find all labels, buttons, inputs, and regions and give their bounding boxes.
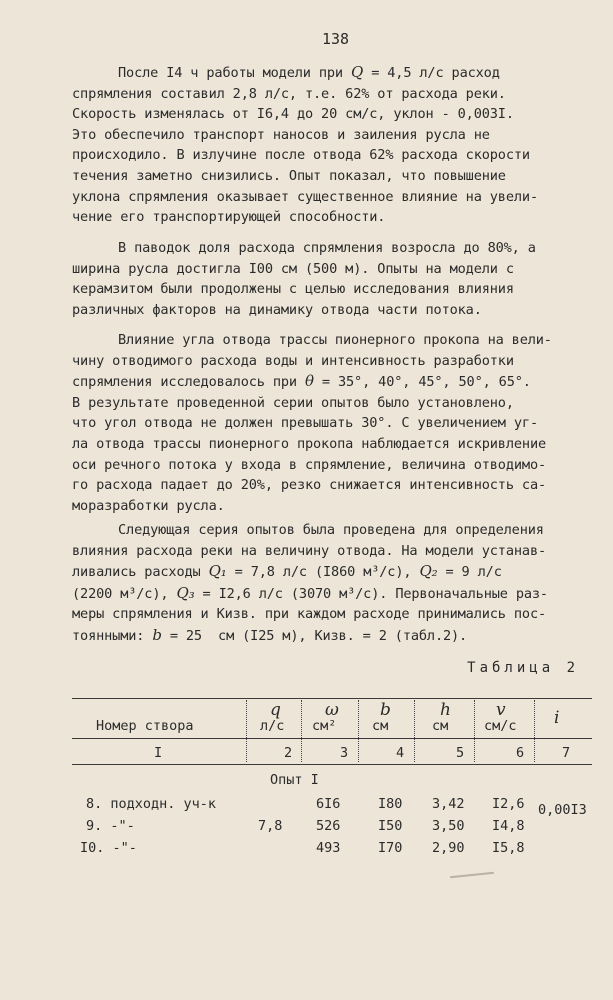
paragraph-1 bbox=[72, 62, 592, 228]
text-line bbox=[72, 413, 592, 434]
table-cell-omega: 526 bbox=[316, 818, 341, 834]
text-segment: влияния расхода реки на величину отвода. На модели устанав- bbox=[72, 542, 547, 559]
handwritten-symbol: θ bbox=[305, 372, 314, 391]
table-cell-v: I5,8 bbox=[492, 840, 525, 856]
handwritten-symbol: Q₁ bbox=[208, 562, 227, 581]
col-i-symbol: i bbox=[554, 708, 560, 728]
table-cell-omega: 493 bbox=[316, 840, 341, 856]
text-segment: оси речного потока у входа в спрямление, величина отводимо- bbox=[72, 456, 547, 473]
text-line bbox=[72, 279, 592, 300]
text-line bbox=[72, 104, 592, 125]
text-line bbox=[72, 371, 592, 393]
text-segment: Влияние угла отвода трассы пионерного прокопа на вели- bbox=[118, 332, 552, 348]
text-segment: = 25 см (I25 м), Kизв. = 2 (табл.2). bbox=[161, 627, 468, 644]
text-segment: (2200 м³/с), bbox=[72, 585, 177, 602]
col-q-symbol: q bbox=[270, 700, 281, 720]
text-line bbox=[72, 520, 592, 541]
table-cell-h: 3,42 bbox=[432, 796, 465, 812]
table-cell-omega: 6I6 bbox=[316, 796, 341, 812]
col-b-unit: см bbox=[372, 718, 389, 734]
table-cell-b: I50 bbox=[378, 818, 403, 834]
text-segment: различных факторов на динамику отвода части потока. bbox=[72, 301, 482, 318]
table-row-label: I0. -"- bbox=[80, 840, 137, 856]
handwritten-symbol: b bbox=[152, 625, 162, 644]
col-h-unit: см bbox=[432, 718, 449, 734]
text-segment: = 35°, 40°, 45°, 50°, 65°. bbox=[313, 374, 531, 391]
table-caption: Таблица 2 bbox=[467, 660, 579, 676]
text-segment: что угол отвода не должен превышать 30°. С увеличением уг- bbox=[72, 415, 538, 432]
text-line bbox=[72, 351, 592, 372]
text-line bbox=[72, 561, 592, 583]
text-segment: меры спрямления и Kизв. при каждом расходе принимались пос- bbox=[72, 606, 547, 623]
text-line bbox=[72, 238, 592, 259]
text-line bbox=[72, 207, 592, 228]
col-separator bbox=[474, 700, 475, 762]
text-line bbox=[72, 300, 592, 321]
col-separator bbox=[246, 700, 247, 762]
col-separator bbox=[358, 700, 359, 762]
text-line bbox=[72, 541, 592, 562]
table-cell-h: 3,50 bbox=[432, 818, 465, 834]
table-numbers-rule bbox=[72, 764, 592, 765]
table-row-label: 8. подходн. уч-к bbox=[86, 796, 217, 812]
col-number: 4 bbox=[396, 745, 405, 761]
text-segment: ливались расходы bbox=[72, 564, 209, 581]
col-q-unit: л/с bbox=[260, 718, 285, 734]
col-v-symbol: v bbox=[496, 700, 506, 720]
text-segment: = 4,5 л/с расход bbox=[363, 65, 500, 81]
col-omega-symbol: ω bbox=[325, 700, 339, 720]
text-segment: течения заметно снизились. Опыт показал, что повышение bbox=[72, 167, 506, 184]
col-number: 6 bbox=[516, 745, 525, 761]
handwritten-symbol: Q₃ bbox=[176, 583, 195, 602]
page-number: 138 bbox=[322, 30, 350, 48]
handwritten-symbol: Q₂ bbox=[419, 562, 438, 581]
text-line bbox=[72, 166, 592, 187]
text-line bbox=[72, 475, 592, 496]
col-separator bbox=[534, 700, 535, 762]
text-line bbox=[72, 187, 592, 208]
text-segment: керамзитом были продолжены с целью исследования влияния bbox=[72, 281, 514, 298]
text-line bbox=[72, 84, 592, 105]
text-segment: ла отвода трассы пионерного прокопа наблюдается искривление bbox=[72, 435, 547, 452]
paragraph-3 bbox=[72, 330, 592, 516]
table-cell-i: 0,00I3 bbox=[538, 802, 587, 818]
text-segment: Это обеспечило транспорт наносов и заиления русла не bbox=[72, 126, 490, 143]
text-line bbox=[72, 145, 592, 166]
text-segment: спрямления составил 2,8 л/с, т.е. 62% от расхода реки. bbox=[72, 85, 506, 102]
col-omega-unit: см² bbox=[312, 718, 337, 734]
col-h-symbol: h bbox=[440, 700, 451, 720]
text-segment: После I4 ч работы модели при bbox=[118, 65, 351, 81]
text-segment: Следующая серия опытов была проведена для определения bbox=[118, 522, 544, 538]
text-line bbox=[72, 330, 592, 351]
text-segment: = 7,8 л/с (I860 м³/с), bbox=[226, 564, 420, 581]
text-segment: го расхода падает до 20%, резко снижается интенсивность са- bbox=[72, 477, 547, 494]
text-line bbox=[72, 393, 592, 414]
text-segment: чину отводимого расхода воды и интенсивность разработки bbox=[72, 352, 514, 369]
col-b-symbol: b bbox=[380, 700, 391, 720]
text-line bbox=[72, 259, 592, 280]
text-line bbox=[72, 125, 592, 146]
col-separator bbox=[301, 700, 302, 762]
text-segment: тоянными: bbox=[72, 627, 153, 644]
text-segment: уклона спрямления оказывает существенное влияние на увели- bbox=[72, 188, 538, 205]
text-segment: В паводок доля расхода спрямления возросла до 80%, а bbox=[118, 240, 536, 256]
text-segment: происходило. В излучине после отвода 62% расхода скорости bbox=[72, 147, 530, 164]
table-cell-b: I70 bbox=[378, 840, 403, 856]
text-line bbox=[72, 604, 592, 625]
row-label-header: Номер створа bbox=[96, 718, 194, 734]
col-number: I bbox=[154, 745, 163, 761]
col-number: 7 bbox=[562, 745, 571, 761]
table-cell-b: I80 bbox=[378, 796, 403, 812]
col-number: 2 bbox=[284, 745, 293, 761]
col-separator bbox=[414, 700, 415, 762]
text-segment: ширина русла достигла I00 см (500 м). Опыты на модели с bbox=[72, 260, 514, 277]
text-line bbox=[72, 625, 592, 647]
table-row-label: 9. -"- bbox=[86, 818, 135, 834]
text-line bbox=[72, 583, 592, 605]
text-line bbox=[72, 434, 592, 455]
text-segment: Скорость изменялась от I6,4 до 20 см/с, уклон - 0,003I. bbox=[72, 106, 514, 123]
ink-smudge bbox=[450, 872, 494, 879]
text-line bbox=[72, 455, 592, 476]
table-cell-h: 2,90 bbox=[432, 840, 465, 856]
col-number: 3 bbox=[340, 745, 349, 761]
text-segment: спрямления исследовалось при bbox=[72, 374, 305, 391]
table-cell-v: I2,6 bbox=[492, 796, 525, 812]
text-line bbox=[72, 62, 592, 84]
col-v-unit: см/с bbox=[484, 718, 517, 734]
text-segment: В результате проведенной серии опытов было установлено, bbox=[72, 394, 514, 411]
table-cell-v: I4,8 bbox=[492, 818, 525, 834]
text-segment: чение его транспортирующей способности. bbox=[72, 209, 386, 226]
table-header-rule bbox=[72, 738, 592, 739]
paragraph-4 bbox=[72, 520, 592, 647]
text-segment: = I2,6 л/с (3070 м³/с). Первоначальные раз- bbox=[194, 585, 548, 602]
group-title: Опыт I bbox=[270, 772, 319, 788]
table-cell-q: 7,8 bbox=[258, 818, 283, 834]
col-number: 5 bbox=[456, 745, 465, 761]
table-top-rule bbox=[72, 698, 592, 699]
paragraph-2 bbox=[72, 238, 592, 320]
handwritten-symbol: Q bbox=[351, 63, 364, 81]
text-line bbox=[72, 496, 592, 517]
text-segment: = 9 л/с bbox=[437, 564, 502, 581]
text-segment: моразработки русла. bbox=[72, 497, 225, 514]
